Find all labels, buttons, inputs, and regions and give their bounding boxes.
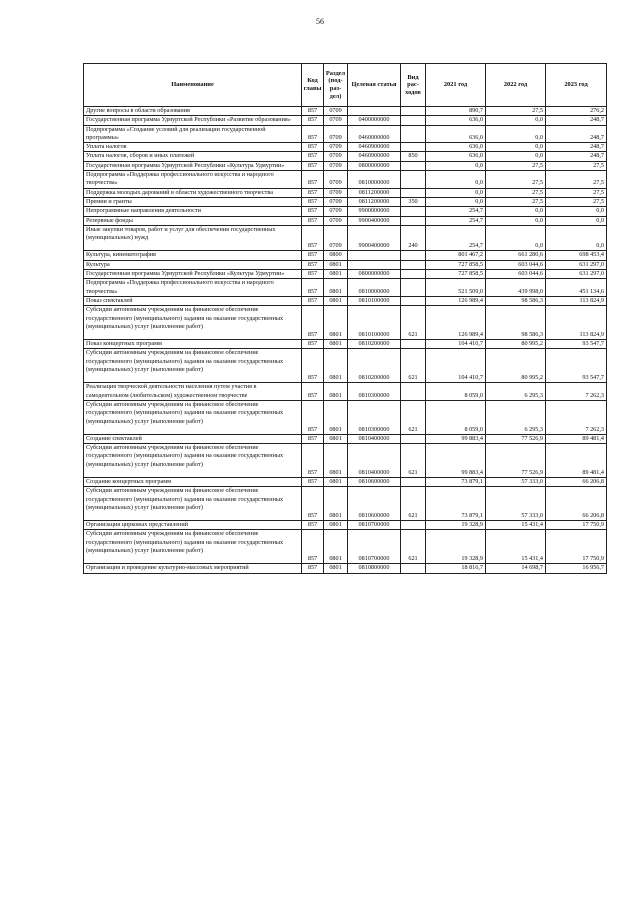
- cell-2022: 0,0: [486, 143, 546, 152]
- table-row: [84, 400, 607, 434]
- cell-code: 857: [302, 306, 324, 340]
- cell-section: 0709: [324, 197, 348, 206]
- cell-name: Подпрограмма «Поддержка профессионального искусства и народного творчества»: [84, 171, 302, 189]
- cell-2023: 89 481,4: [546, 434, 607, 443]
- cell-code: 857: [302, 260, 324, 269]
- cell-target: 9900400000: [348, 225, 401, 251]
- cell-target: 0800000000: [348, 270, 401, 279]
- cell-2022: 0,0: [486, 116, 546, 125]
- cell-2021: 99 883,4: [426, 444, 486, 478]
- cell-target: 0810100000: [348, 306, 401, 340]
- cell-name: Уплата налогов, сборов и иных платежей: [84, 152, 302, 161]
- cell-name: Подпрограмма «Создание условий для реализации государственной программы»: [84, 125, 302, 143]
- cell-2021: 8 059,0: [426, 400, 486, 434]
- cell-2022: 14 698,7: [486, 564, 546, 573]
- cell-kind: [401, 521, 426, 530]
- cell-name: Другие вопросы в области образования: [84, 107, 302, 116]
- cell-name: Субсидии автономным учреждениям на финансовое обеспечение государственного (муниципального) задания на оказание государственных (муниципальных) услуг (выполнение работ): [84, 349, 302, 383]
- cell-section: 0801: [324, 270, 348, 279]
- cell-2023: 631 297,0: [546, 260, 607, 269]
- cell-2022: 15 431,4: [486, 521, 546, 530]
- cell-name: Подпрограмма «Поддержка профессионального искусства и народного творчества»: [84, 279, 302, 297]
- cell-2023: 27,5: [546, 161, 607, 170]
- cell-2022: 80 995,2: [486, 349, 546, 383]
- cell-2021: 727 858,5: [426, 260, 486, 269]
- cell-2022: 57 333,0: [486, 477, 546, 486]
- header-2022: 2022 год: [486, 64, 546, 107]
- cell-target: 0810700000: [348, 530, 401, 564]
- cell-section: 0801: [324, 296, 348, 305]
- cell-2021: 99 883,4: [426, 434, 486, 443]
- table-header-row: [84, 64, 607, 107]
- cell-name: Организация цирковых представлений: [84, 521, 302, 530]
- cell-code: 857: [302, 197, 324, 206]
- table-row: [84, 349, 607, 383]
- cell-code: 857: [302, 564, 324, 573]
- cell-section: 0801: [324, 306, 348, 340]
- cell-kind: [401, 434, 426, 443]
- header-name: Наименование: [84, 64, 302, 107]
- cell-2023: 89 481,4: [546, 444, 607, 478]
- cell-kind: [401, 107, 426, 116]
- cell-2022: 6 295,3: [486, 400, 546, 434]
- cell-section: 0709: [324, 125, 348, 143]
- cell-code: 857: [302, 349, 324, 383]
- cell-name: Государственная программа Удмуртской Республики «Развитие образования»: [84, 116, 302, 125]
- table-row: [84, 530, 607, 564]
- cell-section: 0801: [324, 521, 348, 530]
- table-row: [84, 216, 607, 225]
- table-row: [84, 340, 607, 349]
- cell-target: 0810200000: [348, 340, 401, 349]
- cell-2023: 66 206,8: [546, 477, 607, 486]
- table-row: [84, 270, 607, 279]
- cell-target: 0810000000: [348, 279, 401, 297]
- cell-name: Поддержка молодых дарований в области художественного творчества: [84, 188, 302, 197]
- cell-2021: 8 059,0: [426, 383, 486, 401]
- table-row: [84, 197, 607, 206]
- cell-2023: 276,2: [546, 107, 607, 116]
- table-row: [84, 434, 607, 443]
- table-body: [84, 107, 607, 574]
- cell-section: 0709: [324, 152, 348, 161]
- cell-2021: 19 328,9: [426, 530, 486, 564]
- cell-code: 857: [302, 171, 324, 189]
- cell-2022: 27,5: [486, 188, 546, 197]
- cell-name: Непрограммные направления деятельности: [84, 207, 302, 216]
- cell-target: 0810800000: [348, 564, 401, 573]
- cell-target: [348, 251, 401, 260]
- cell-2021: 0,0: [426, 171, 486, 189]
- cell-2022: 0,0: [486, 216, 546, 225]
- cell-code: 857: [302, 152, 324, 161]
- cell-2021: 636,0: [426, 116, 486, 125]
- cell-2021: 126 989,4: [426, 306, 486, 340]
- cell-2023: 113 824,9: [546, 306, 607, 340]
- cell-2021: 104 410,7: [426, 340, 486, 349]
- cell-2022: 98 586,3: [486, 296, 546, 305]
- cell-2023: 248,7: [546, 125, 607, 143]
- cell-code: 857: [302, 143, 324, 152]
- cell-target: 0800000000: [348, 161, 401, 170]
- cell-2022: 6 295,3: [486, 383, 546, 401]
- table-row: [84, 260, 607, 269]
- cell-kind: [401, 279, 426, 297]
- header-code: Код главы: [302, 64, 324, 107]
- cell-code: 857: [302, 270, 324, 279]
- cell-2021: 18 816,7: [426, 564, 486, 573]
- cell-code: 857: [302, 161, 324, 170]
- cell-name: Показ концертных программ: [84, 340, 302, 349]
- cell-section: 0800: [324, 251, 348, 260]
- cell-name: Культура, кинематография: [84, 251, 302, 260]
- cell-code: 857: [302, 521, 324, 530]
- cell-2023: 66 206,8: [546, 487, 607, 521]
- table-row: [84, 152, 607, 161]
- cell-kind: 621: [401, 530, 426, 564]
- cell-target: 0460900000: [348, 143, 401, 152]
- cell-target: 0810200000: [348, 349, 401, 383]
- cell-code: 857: [302, 188, 324, 197]
- cell-2021: 801 467,2: [426, 251, 486, 260]
- cell-kind: [401, 207, 426, 216]
- cell-kind: [401, 564, 426, 573]
- cell-2023: 17 750,9: [546, 521, 607, 530]
- cell-target: 0810100000: [348, 296, 401, 305]
- cell-2022: 439 998,0: [486, 279, 546, 297]
- table-row: [84, 521, 607, 530]
- cell-2023: 93 547,7: [546, 349, 607, 383]
- cell-name: Государственная программа Удмуртской Республики «Культура Удмуртии»: [84, 161, 302, 170]
- cell-section: 0709: [324, 116, 348, 125]
- cell-name: Уплата налогов: [84, 143, 302, 152]
- cell-2023: 7 262,3: [546, 400, 607, 434]
- table-row: [84, 143, 607, 152]
- cell-name: Создание концертных программ: [84, 477, 302, 486]
- table-row: [84, 444, 607, 478]
- cell-2022: 603 044,6: [486, 260, 546, 269]
- table-row: [84, 107, 607, 116]
- cell-section: 0801: [324, 260, 348, 269]
- cell-2022: 0,0: [486, 207, 546, 216]
- cell-2023: 451 134,6: [546, 279, 607, 297]
- cell-section: 0801: [324, 530, 348, 564]
- cell-name: Субсидии автономным учреждениям на финансовое обеспечение государственного (муниципального) задания на оказание государственных (муниципальных) услуг (выполнение работ): [84, 444, 302, 478]
- header-target: Целевая статья: [348, 64, 401, 107]
- cell-2023: 248,7: [546, 152, 607, 161]
- cell-2023: 27,5: [546, 171, 607, 189]
- cell-2022: 15 431,4: [486, 530, 546, 564]
- cell-2021: 727 858,5: [426, 270, 486, 279]
- cell-2021: 890,7: [426, 107, 486, 116]
- cell-2021: 254,7: [426, 216, 486, 225]
- cell-2022: 661 280,6: [486, 251, 546, 260]
- cell-2021: 254,7: [426, 207, 486, 216]
- cell-2022: 0,0: [486, 152, 546, 161]
- cell-name: Организация и проведение культурно-массовых мероприятий: [84, 564, 302, 573]
- cell-kind: [401, 125, 426, 143]
- cell-section: 0801: [324, 477, 348, 486]
- header-2023: 2023 год: [546, 64, 607, 107]
- cell-2021: 73 879,1: [426, 477, 486, 486]
- table-row: [84, 125, 607, 143]
- cell-target: 0810300000: [348, 383, 401, 401]
- header-kind: Вид рас-ходов: [401, 64, 426, 107]
- cell-code: 857: [302, 225, 324, 251]
- cell-2022: 27,5: [486, 197, 546, 206]
- cell-name: Создание спектаклей: [84, 434, 302, 443]
- cell-code: 857: [302, 400, 324, 434]
- cell-2022: 0,0: [486, 125, 546, 143]
- cell-target: 9900000000: [348, 207, 401, 216]
- cell-code: 857: [302, 279, 324, 297]
- cell-target: 0810700000: [348, 521, 401, 530]
- cell-code: 857: [302, 107, 324, 116]
- cell-2023: 248,7: [546, 116, 607, 125]
- cell-kind: [401, 251, 426, 260]
- cell-2022: 0,0: [486, 225, 546, 251]
- cell-2021: 254,7: [426, 225, 486, 251]
- table-row: [84, 477, 607, 486]
- cell-target: [348, 260, 401, 269]
- cell-2023: 0,0: [546, 225, 607, 251]
- cell-section: 0801: [324, 434, 348, 443]
- cell-target: 0811200000: [348, 188, 401, 197]
- cell-2023: 0,0: [546, 207, 607, 216]
- cell-2022: 57 333,0: [486, 487, 546, 521]
- cell-target: 0810600000: [348, 477, 401, 486]
- header-2021: 2021 год: [426, 64, 486, 107]
- cell-name: Субсидии автономным учреждениям на финансовое обеспечение государственного (муниципального) задания на оказание государственных (муниципальных) услуг (выполнение работ): [84, 400, 302, 434]
- cell-section: 0709: [324, 143, 348, 152]
- cell-2021: 104 410,7: [426, 349, 486, 383]
- table-row: [84, 279, 607, 297]
- cell-2023: 16 956,7: [546, 564, 607, 573]
- cell-2022: 27,5: [486, 161, 546, 170]
- cell-kind: [401, 143, 426, 152]
- cell-kind: [401, 260, 426, 269]
- cell-kind: [401, 296, 426, 305]
- cell-code: 857: [302, 116, 324, 125]
- cell-code: 857: [302, 207, 324, 216]
- table-row: [84, 207, 607, 216]
- cell-name: Государственная программа Удмуртской Республики «Культура Удмуртии»: [84, 270, 302, 279]
- cell-2021: 636,0: [426, 125, 486, 143]
- budget-table: [83, 63, 607, 574]
- cell-target: 0810300000: [348, 400, 401, 434]
- cell-code: 857: [302, 125, 324, 143]
- cell-2023: 698 453,4: [546, 251, 607, 260]
- cell-2021: 126 989,4: [426, 296, 486, 305]
- cell-kind: 621: [401, 306, 426, 340]
- cell-2023: 27,5: [546, 197, 607, 206]
- cell-section: 0801: [324, 383, 348, 401]
- cell-section: 0709: [324, 188, 348, 197]
- cell-section: 0801: [324, 564, 348, 573]
- cell-2021: 0,0: [426, 161, 486, 170]
- cell-name: Резервные фонды: [84, 216, 302, 225]
- cell-2022: 98 586,3: [486, 306, 546, 340]
- cell-2022: 80 995,2: [486, 340, 546, 349]
- cell-code: 857: [302, 434, 324, 443]
- cell-2023: 17 750,9: [546, 530, 607, 564]
- cell-section: 0709: [324, 216, 348, 225]
- cell-code: 857: [302, 444, 324, 478]
- cell-2021: 0,0: [426, 188, 486, 197]
- cell-2022: 603 044,6: [486, 270, 546, 279]
- cell-target: 0811200000: [348, 197, 401, 206]
- cell-kind: 621: [401, 444, 426, 478]
- cell-name: Реализация творческой деятельности населения путем участия в самодеятельном (любительском) художественном творчестве: [84, 383, 302, 401]
- cell-2023: 113 824,9: [546, 296, 607, 305]
- cell-2023: 7 262,3: [546, 383, 607, 401]
- cell-code: 857: [302, 530, 324, 564]
- cell-2022: 77 526,9: [486, 434, 546, 443]
- table-row: [84, 188, 607, 197]
- cell-2021: 19 328,9: [426, 521, 486, 530]
- cell-name: Субсидии автономным учреждениям на финансовое обеспечение государственного (муниципального) задания на оказание государственных (муниципальных) услуг (выполнение работ): [84, 487, 302, 521]
- cell-kind: 350: [401, 197, 426, 206]
- cell-name: Субсидии автономным учреждениям на финансовое обеспечение государственного (муниципального) задания на оказание государственных (муниципальных) услуг (выполнение работ): [84, 530, 302, 564]
- cell-2021: 521 509,0: [426, 279, 486, 297]
- cell-2022: 27,5: [486, 107, 546, 116]
- cell-code: 857: [302, 477, 324, 486]
- cell-2023: 248,7: [546, 143, 607, 152]
- cell-kind: 621: [401, 400, 426, 434]
- cell-kind: 621: [401, 487, 426, 521]
- cell-kind: 850: [401, 152, 426, 161]
- cell-section: 0801: [324, 349, 348, 383]
- cell-2023: 0,0: [546, 216, 607, 225]
- cell-section: 0801: [324, 400, 348, 434]
- cell-name: Субсидии автономным учреждениям на финансовое обеспечение государственного (муниципального) задания на оказание государственных (муниципальных) услуг (выполнение работ): [84, 306, 302, 340]
- cell-kind: [401, 161, 426, 170]
- cell-section: 0801: [324, 444, 348, 478]
- header-section: Раздел (под-раз-дел): [324, 64, 348, 107]
- cell-kind: [401, 270, 426, 279]
- cell-name: Премии и гранты: [84, 197, 302, 206]
- cell-section: 0709: [324, 207, 348, 216]
- cell-target: [348, 107, 401, 116]
- cell-name: Иные закупки товаров, работ и услуг для обеспечения государственных (муниципальных) нужд: [84, 225, 302, 251]
- cell-target: 0400000000: [348, 116, 401, 125]
- table-row: [84, 161, 607, 170]
- cell-kind: [401, 171, 426, 189]
- cell-kind: [401, 340, 426, 349]
- cell-section: 0801: [324, 279, 348, 297]
- cell-target: 0460000000: [348, 125, 401, 143]
- cell-kind: [401, 383, 426, 401]
- cell-2021: 0,0: [426, 197, 486, 206]
- table-row: [84, 306, 607, 340]
- cell-name: Показ спектаклей: [84, 296, 302, 305]
- cell-target: 9900400000: [348, 216, 401, 225]
- table-row: [84, 171, 607, 189]
- cell-target: 0810400000: [348, 444, 401, 478]
- cell-kind: 240: [401, 225, 426, 251]
- cell-2023: 27,5: [546, 188, 607, 197]
- cell-code: 857: [302, 340, 324, 349]
- cell-code: 857: [302, 383, 324, 401]
- cell-section: 0709: [324, 171, 348, 189]
- table-row: [84, 564, 607, 573]
- cell-name: Культура: [84, 260, 302, 269]
- cell-target: 0810400000: [348, 434, 401, 443]
- cell-section: 0801: [324, 487, 348, 521]
- cell-code: 857: [302, 251, 324, 260]
- cell-kind: [401, 477, 426, 486]
- cell-2022: 27,5: [486, 171, 546, 189]
- cell-section: 0709: [324, 161, 348, 170]
- cell-kind: 621: [401, 349, 426, 383]
- cell-section: 0801: [324, 340, 348, 349]
- cell-code: 857: [302, 487, 324, 521]
- cell-kind: [401, 116, 426, 125]
- cell-code: 857: [302, 216, 324, 225]
- cell-2021: 73 879,1: [426, 487, 486, 521]
- table-row: [84, 251, 607, 260]
- cell-2022: 77 526,9: [486, 444, 546, 478]
- cell-target: 0810000000: [348, 171, 401, 189]
- cell-code: 857: [302, 296, 324, 305]
- cell-2021: 636,0: [426, 152, 486, 161]
- page-number: 56: [316, 17, 324, 26]
- table-row: [84, 383, 607, 401]
- table-row: [84, 225, 607, 251]
- cell-target: 0810600000: [348, 487, 401, 521]
- cell-2023: 631 297,0: [546, 270, 607, 279]
- cell-kind: [401, 216, 426, 225]
- table-row: [84, 116, 607, 125]
- cell-2021: 636,0: [426, 143, 486, 152]
- table-row: [84, 296, 607, 305]
- table-row: [84, 487, 607, 521]
- cell-target: 0460900000: [348, 152, 401, 161]
- cell-section: 0709: [324, 225, 348, 251]
- cell-kind: [401, 188, 426, 197]
- cell-section: 0709: [324, 107, 348, 116]
- cell-2023: 93 547,7: [546, 340, 607, 349]
